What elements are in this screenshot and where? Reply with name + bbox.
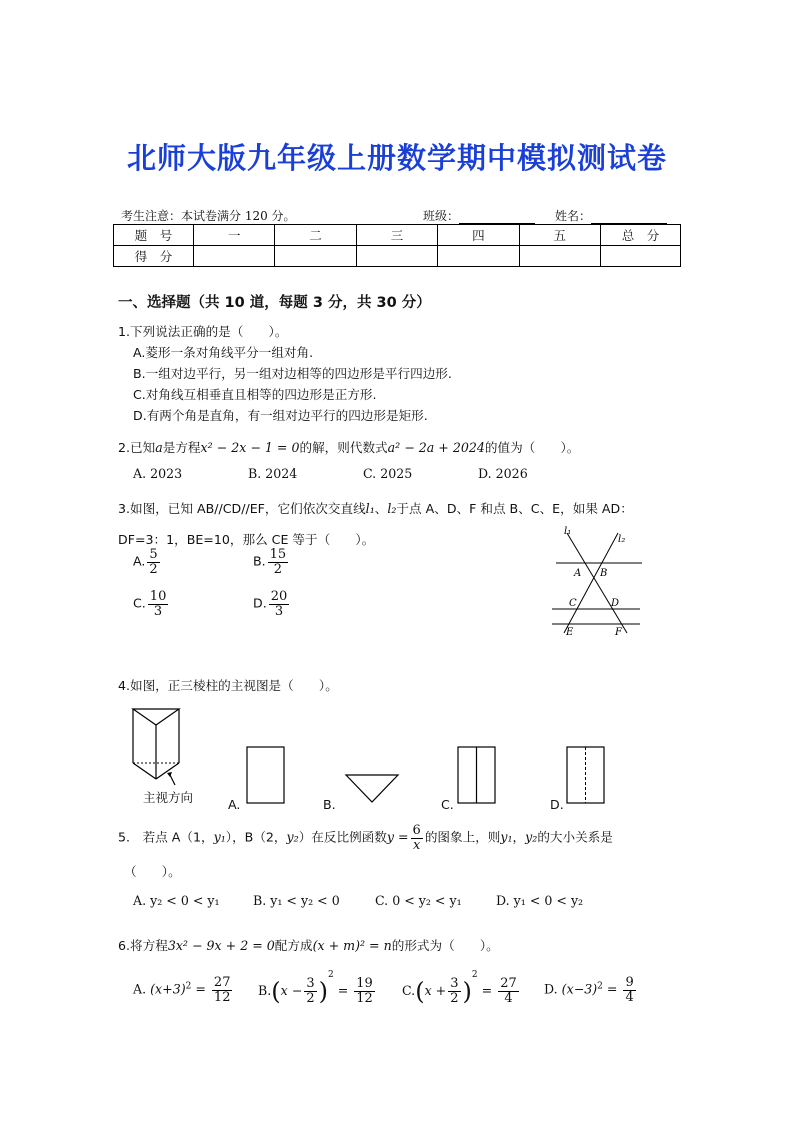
paren-close: ) — [462, 977, 472, 1006]
label-l2: l₂ — [618, 534, 626, 545]
score-cell[interactable] — [356, 246, 437, 267]
frac-den: 4 — [625, 989, 634, 1005]
q6-option-a-base: (x+3) — [150, 981, 186, 997]
q3-option-d — [253, 590, 291, 618]
q5-mid1: ），B（2， — [225, 829, 287, 845]
score-header-cell: 三 — [356, 225, 437, 246]
q4-option-a-figure — [243, 745, 288, 805]
q1-option-d: D.有两个角是直角，有一组对边平行的四边形是矩形. — [133, 408, 428, 423]
q3-stem-line2: DF=3：1，BE=10，那么 CE 等于（ ）。 — [118, 532, 375, 547]
q4-option-b-label: B. — [323, 797, 336, 812]
q5-mid2: ）在反比例函数 — [298, 829, 387, 845]
frac-num: 27 — [500, 976, 517, 992]
name-label: 姓名： — [555, 209, 592, 223]
q5-func-lhs: y = — [386, 829, 409, 845]
q2-equation: x² − 2x − 1 = 0 — [200, 440, 300, 455]
frac-num: 3 — [306, 976, 315, 992]
q6-option-b-inner-frac — [304, 977, 316, 1005]
label-c: C — [569, 598, 577, 609]
frac-num: 19 — [356, 976, 373, 992]
q5-option-a: A. y₂ < 0 < y₁ — [133, 893, 220, 908]
q6-option-a-frac — [212, 976, 233, 1004]
score-header-cell: 四 — [438, 225, 519, 246]
q6-equation: 3x² − 9x + 2 = 0 — [167, 938, 275, 953]
q3-l1: l₁ — [365, 501, 375, 516]
section-heading: 一、选择题（共 10 道，每题 3 分，共 30 分） — [118, 295, 431, 311]
frac-den: x — [413, 837, 421, 853]
q2-stem — [118, 437, 579, 456]
frac-den: 12 — [213, 989, 231, 1005]
q3-option-a-label: A. — [133, 553, 146, 569]
q6-option-b: B.(x − $\frac{3}{2}$ )$^2$ = $\frac{19}{12}$ — [258, 970, 373, 1006]
q6-option-a-label: A. — [133, 981, 147, 997]
q6-option-b-label: B. — [258, 983, 272, 998]
frac-den: 12 — [356, 991, 373, 1006]
label-d: D — [611, 598, 620, 609]
q4-option-c-label: C. — [441, 797, 454, 812]
frac-den: 4 — [504, 991, 513, 1006]
frac-num: 6 — [412, 823, 421, 838]
frac-den: 2 — [149, 561, 158, 577]
q6-option-c-inner-frac — [448, 977, 460, 1005]
label-l1: l₁ — [564, 526, 572, 537]
q2-var: a — [155, 440, 163, 455]
q3-option-b-frac — [268, 548, 289, 576]
q4-stem: 4.如图，正三棱柱的主视图是（ ）。 — [118, 678, 338, 693]
frac-den: 3 — [274, 603, 284, 619]
q2-option-b: B. 2024 — [248, 466, 298, 481]
q6-pre: 6.将方程 — [118, 938, 168, 953]
q4-option-b-figure — [342, 772, 402, 806]
line-l2 — [564, 533, 618, 633]
view-direction-label: 主视方向 — [143, 790, 194, 805]
q3-parallel-lines-figure — [548, 525, 648, 640]
q3-option-b-label: B. — [253, 553, 266, 569]
name-field[interactable] — [555, 207, 667, 224]
q5-option-d: D. y₁ < 0 < y₂ — [496, 893, 584, 908]
q6-option-a: A. $(x+3)^2$ = $\frac{27}{12}$ — [133, 975, 231, 1005]
score-cell[interactable] — [438, 246, 519, 267]
q3-line1-pre: 3.如图，已知 AB//CD//EF，它们依次交直线 — [118, 501, 366, 516]
q3-option-c — [133, 590, 170, 618]
triangular-prism-figure — [125, 703, 190, 788]
frac-den: 3 — [153, 603, 163, 619]
q5-pre: 5. 若点 A（1， — [118, 829, 214, 845]
q2-mid: 是方程 — [162, 440, 201, 455]
q3-option-a — [133, 548, 162, 576]
q5-paren: （ ）。 — [124, 864, 181, 879]
label-b: B — [600, 568, 608, 579]
label-e: E — [566, 627, 574, 638]
q6-form: (x + m)² = n — [312, 938, 392, 953]
q5-end: 的大小关系是 — [537, 829, 613, 845]
q6-option-c-frac — [498, 977, 519, 1005]
score-cell[interactable] — [275, 246, 356, 267]
score-header-cell: 五 — [519, 225, 600, 246]
q2-option-a: A. 2023 — [133, 466, 183, 481]
q6-option-c-base-pre: x + — [424, 983, 447, 998]
q6-option-b-frac — [354, 977, 375, 1005]
q1-option-b: B.一组对边平行，另一组对边相等的四边形是平行四边形. — [133, 366, 452, 381]
score-table-score-row — [114, 246, 681, 267]
q1-option-a: A.菱形一条对角线平分一组对角. — [133, 345, 314, 360]
frac-den: 2 — [306, 991, 315, 1006]
q3-option-b — [253, 548, 290, 576]
q3-line1-post: 于点 A、D、F 和点 B、C、E，如果 AD： — [396, 501, 633, 516]
q6-end: 的形式为（ ）。 — [391, 938, 499, 953]
score-header-cell: 题 号 — [114, 225, 194, 246]
q2-pre: 2.已知 — [118, 440, 156, 455]
score-table — [113, 224, 681, 267]
q6-option-c: C.(x + $\frac{3}{2}$ )$^2$ = $\frac{27}{4}$ — [402, 970, 517, 1006]
paren-close: ) — [318, 977, 328, 1006]
frac-den: 2 — [450, 991, 459, 1006]
line-l1 — [567, 533, 627, 633]
q2-post: 的解，则代数式 — [299, 440, 388, 455]
q5-y1b: y₁ — [500, 829, 513, 845]
q6-option-c-label: C. — [402, 983, 416, 998]
frac-num: 3 — [450, 976, 459, 992]
score-row-label: 得 分 — [114, 246, 194, 267]
q1-stem: 1.下列说法正确的是（ ）。 — [118, 324, 288, 339]
q4-option-d-label: D. — [550, 797, 564, 812]
frac-den: 2 — [273, 561, 283, 577]
q3-option-d-frac — [269, 590, 290, 618]
label-a: A — [574, 568, 582, 579]
frac-num: 5 — [149, 547, 158, 562]
q5-stem — [118, 824, 613, 852]
score-table-header-row — [114, 225, 681, 246]
q2-option-c: C. 2025 — [363, 466, 413, 481]
q3-option-c-frac — [148, 590, 169, 618]
q3-option-d-label: D. — [253, 595, 267, 611]
score-header-cell: 总 分 — [601, 225, 681, 246]
frac-num: 9 — [625, 975, 634, 990]
q4-option-d-figure — [563, 745, 608, 805]
q6-option-d-label: D. — [544, 981, 558, 997]
q3-stem-line1 — [118, 498, 633, 517]
class-label: 班级： — [423, 209, 460, 223]
q1-option-c: C.对角线互相垂直且相等的四边形是正方形. — [133, 387, 377, 402]
q6-option-d-base: (x−3) — [561, 981, 598, 997]
score-header-cell: 一 — [194, 225, 275, 246]
paren-open: ( — [415, 977, 425, 1006]
score-header-cell: 二 — [275, 225, 356, 246]
q2-end: 的值为（ ）。 — [484, 440, 580, 455]
score-cell[interactable] — [194, 246, 275, 267]
q6-option-b-base-pre: x − — [280, 983, 303, 998]
q5-y2b: y₂ — [525, 829, 538, 845]
label-f: F — [615, 627, 622, 638]
q6-option-a-exp: 2 — [185, 981, 192, 992]
q6-option-d: D. $(x-3)^2$ = $\frac{9}{4}$ — [544, 975, 634, 1005]
page-title: 北师大版九年级上册数学期中模拟测试卷 — [126, 141, 667, 175]
paren-open: ( — [271, 977, 281, 1006]
q5-y2: y₂ — [286, 829, 299, 845]
q6-stem — [118, 935, 499, 954]
q3-l2: l₂ — [387, 501, 397, 516]
q6-option-d-exp: 2 — [597, 981, 603, 992]
exam-notice: 考生注意：本试卷满分 120 分。 — [121, 209, 296, 223]
q2-expression: a² − 2a + 2024 — [387, 440, 485, 455]
class-field[interactable] — [423, 207, 535, 224]
q5-option-b: B. y₁ < y₂ < 0 — [253, 893, 340, 908]
q6-option-d-frac — [623, 976, 635, 1004]
q4-option-c-figure — [454, 745, 499, 805]
q3-sep: 、 — [374, 501, 388, 516]
q5-comma: ， — [512, 829, 526, 845]
score-cell[interactable] — [519, 246, 600, 267]
frac-num: 20 — [270, 589, 288, 604]
q6-option-b-exp: 2 — [327, 970, 334, 980]
q2-option-d: D. 2026 — [478, 466, 528, 481]
q6-option-c-exp: 2 — [471, 970, 478, 980]
frac-num: 27 — [213, 975, 231, 990]
q5-post: 的图象上，则 — [424, 829, 501, 845]
score-cell[interactable] — [601, 246, 681, 267]
q4-option-a-label: A. — [228, 797, 241, 812]
frac-num: 10 — [149, 589, 167, 604]
q5-option-c: C. 0 < y₂ < y₁ — [375, 893, 462, 908]
q3-option-c-label: C. — [133, 595, 146, 611]
frac-num: 15 — [269, 547, 287, 562]
q6-mid: 配方成 — [274, 938, 313, 953]
q5-func-frac — [411, 824, 423, 852]
q3-option-a-frac — [147, 548, 159, 576]
q5-y1: y₁ — [213, 829, 226, 845]
